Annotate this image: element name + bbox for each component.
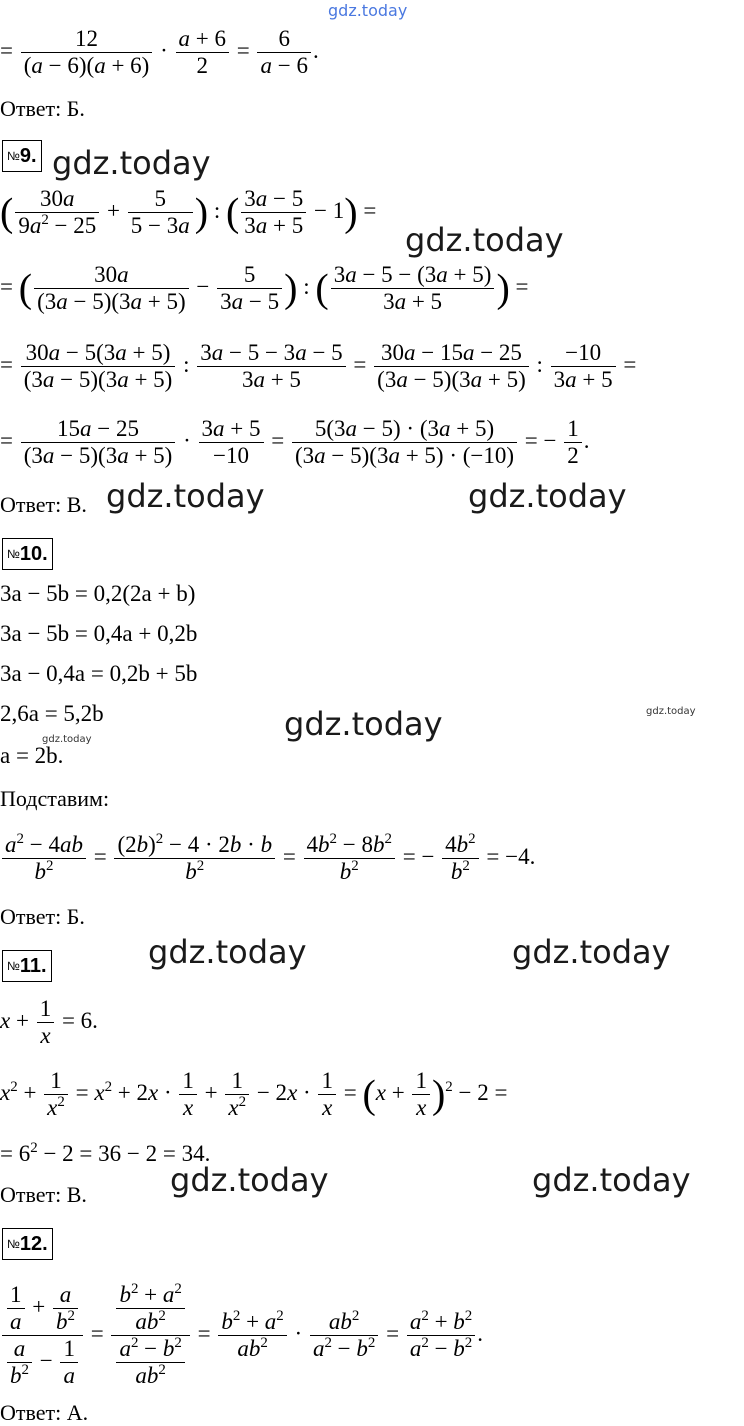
problem-number-badge: №12.	[2, 1228, 53, 1260]
watermark: gdz.today	[52, 144, 211, 182]
substitute-label: Подставим:	[0, 786, 110, 811]
equation-line: $\frac{a^2 - 4ab}{b^2}$ = $\frac{(2b)^2 - 4 \cdot 2b \cdot b}{b^2}$ = $\frac{4b^2 - 8b^2}{b^2}$ = − $\frac{4b^2}{b^2}$ = −4.	[0, 832, 535, 885]
watermark: gdz.today	[106, 477, 265, 515]
watermark: gdz.today	[170, 1161, 329, 1199]
equation-line: x + $\frac{1}{x}$ = 6.	[0, 996, 98, 1048]
watermark: gdz.today	[532, 1161, 691, 1199]
answer-text: Ответ: Б.	[0, 96, 85, 121]
watermark: gdz.today	[646, 706, 696, 717]
equation-line: 3a − 5b = 0,2(2a + b)	[0, 581, 196, 606]
equation-line: = ( $\frac{30a}{(3a - 5)(3a + 5)}$ − $\frac{5}{3a - 5}$ ) : ( $\frac{3a - 5 - (3a + 5)}{3a + 5}$ ) =	[0, 262, 529, 314]
equation-line: 3a − 0,4a = 0,2b + 5b	[0, 661, 198, 686]
equation-line: = $\frac{30a - 5(3a + 5)}{(3a - 5)(3a + 5)}$ : $\frac{3a - 5 - 3a - 5}{3a + 5}$ = $\frac{30a - 15a - 25}{(3a - 5)(3a + 5)}$ : $\frac{-10}{3a + 5}$ =	[0, 340, 637, 392]
equation-line: 3a − 5b = 0,4a + 0,2b	[0, 621, 198, 646]
watermark: gdz.today	[42, 734, 92, 745]
watermark: gdz.today	[512, 933, 671, 971]
answer-text: Ответ: Б.	[0, 904, 85, 929]
watermark: gdz.today	[148, 933, 307, 971]
answer-text: Ответ: В.	[0, 492, 87, 517]
watermark: gdz.today	[468, 477, 627, 515]
equation-line: ( $\frac{30a}{9a^2 - 25}$ + $\frac{5}{5 - 3a}$ ) : ( $\frac{3a - 5}{3a + 5}$ − 1) =	[0, 186, 377, 238]
equation-line: = $\frac{15a - 25}{(3a - 5)(3a + 5)}$ · $\frac{3a + 5}{-10}$ = $\frac{5(3a - 5) \cdot (3a + 5)}{(3a - 5)(3a + 5) \cdot (-10)}$ = − $\frac{1}{2}$ .	[0, 416, 590, 468]
watermark: gdz.today	[328, 1, 408, 20]
equation-line: $x^2$ + $\frac{1}{x^2}$ = $x^2 + 2x$ · $\frac{1}{x}$ + $\frac{1}{x^2}$ − 2x · $\frac{1}{x}$ = (x + $\frac{1}{x}$ )$^2$ − 2 =	[0, 1068, 508, 1120]
watermark: gdz.today	[405, 221, 564, 259]
equation-line: = $6^2 - 2 = 36 - 2 = 34$.	[0, 1140, 211, 1166]
answer-text: Ответ: А.	[0, 1400, 89, 1425]
equation-line: 2,6a = 5,2b	[0, 701, 104, 726]
equation-line: a = 2b.	[0, 743, 64, 768]
answer-text: Ответ: В.	[0, 1182, 87, 1207]
equation-line: = $\frac{12}{(a - 6)(a + 6)}$ · $\frac{a + 6}{2}$ = $\frac{6}{a - 6}$ .	[0, 26, 319, 78]
problem-number-badge: №11.	[2, 950, 52, 982]
problem-number-badge: №10.	[2, 538, 53, 570]
equation-line: $\frac{1}{a}$ + $\frac{a}{b^2}$ $\frac{a}{b^2}$ − $\frac{1}{a}$ = $\frac{\frac{b^2 + a^2}{ab^2}}{\frac{a^2 - b^2}{ab^2}}$ = $\frac{b^2 + a^2}{ab^2}$ · $\frac{ab^2}{a^2 - b^2}$ = $\frac{a^2 + b^2}{a^2 - b^2}$ .	[0, 1282, 483, 1389]
problem-number-badge: №9.	[2, 140, 42, 172]
watermark: gdz.today	[284, 705, 443, 743]
